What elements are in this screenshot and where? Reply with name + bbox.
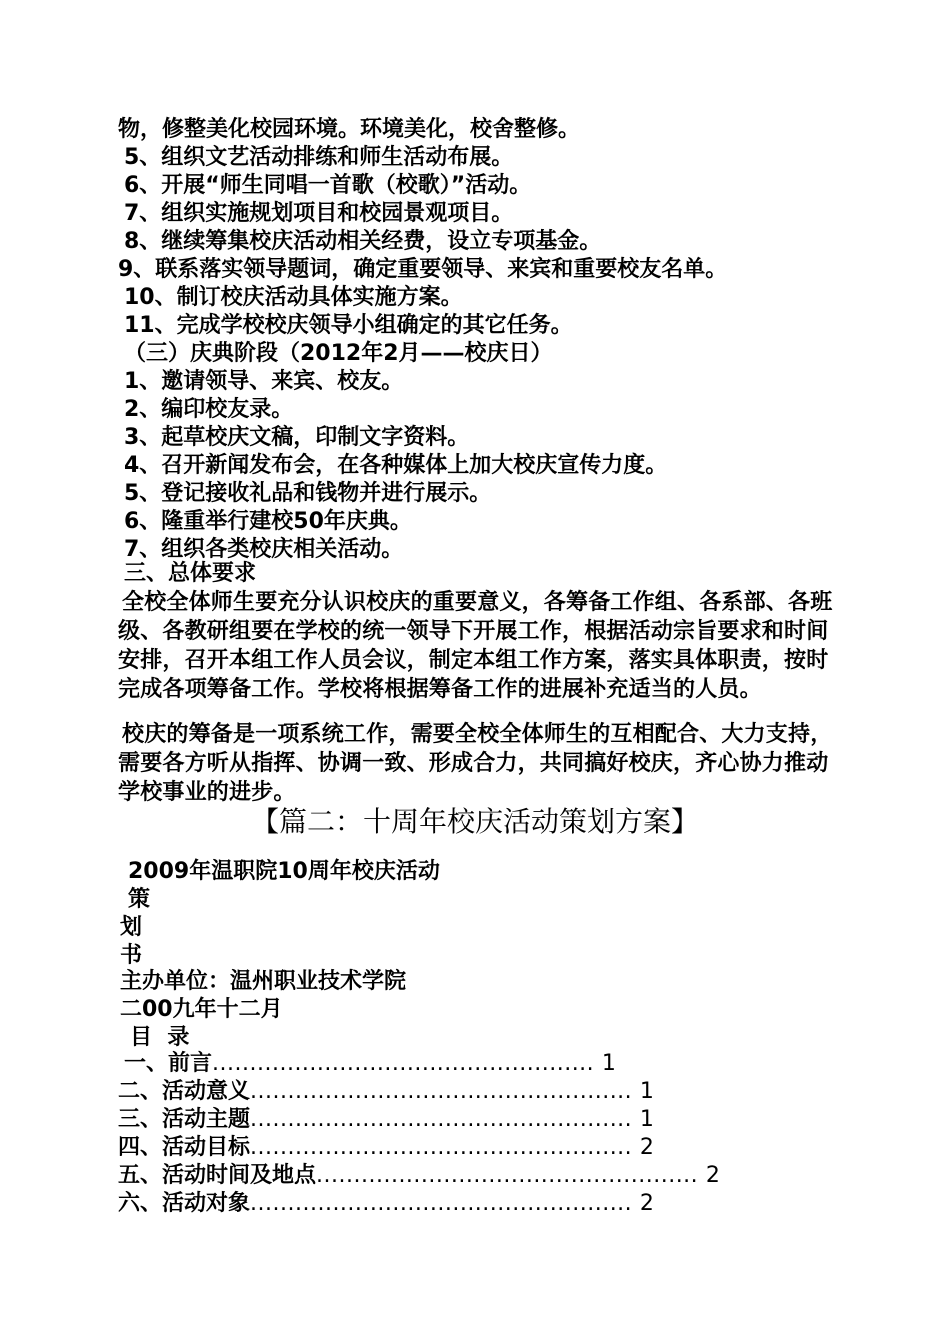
section-heading: 三、总体要求 bbox=[124, 561, 257, 586]
toc-entry bbox=[118, 1106, 654, 1134]
list-item: 1、邀请领导、来宾、校友。 bbox=[124, 369, 404, 394]
toc-entry bbox=[118, 1162, 720, 1190]
cover-char: 策 bbox=[128, 887, 151, 912]
cover-char: 划 bbox=[120, 915, 143, 940]
toc-label: 二、活动意义 bbox=[118, 1079, 251, 1104]
toc-title: 目 录 bbox=[130, 1025, 190, 1050]
toc-leader: ................................................... bbox=[316, 1163, 699, 1188]
toc-entry bbox=[118, 1134, 654, 1162]
paragraph: 校庆的筹备是一项系统工作，需要全校全体师生的互相配合、大力支持，需要各方听从指挥、协调一致、形成合力，共同搞好校庆，齐心协力推动学校事业的进步。 bbox=[118, 722, 833, 805]
list-item: 8、继续筹集校庆活动相关经费，设立专项基金。 bbox=[124, 229, 602, 254]
toc-page: 1 bbox=[601, 1051, 616, 1076]
section-subheading: （三）庆典阶段（2012年2月——校庆日） bbox=[124, 341, 553, 366]
list-item: 7、组织实施规划项目和校园景观项目。 bbox=[124, 201, 514, 226]
toc-label: 四、活动目标 bbox=[118, 1135, 251, 1160]
list-item: 3、起草校庆文稿，印制文字资料。 bbox=[124, 425, 470, 450]
text-line: 物，修整美化校园环境。环境美化，校舍整修。 bbox=[118, 117, 581, 142]
toc-page: 2 bbox=[639, 1191, 654, 1216]
list-item: 6、开展“师生同唱一首歌（校歌）”活动。 bbox=[124, 173, 532, 198]
toc-label: 三、活动主题 bbox=[118, 1107, 251, 1132]
toc-leader: ................................................... bbox=[250, 1107, 633, 1132]
toc-page: 1 bbox=[639, 1107, 654, 1132]
toc-leader: ................................................... bbox=[250, 1135, 633, 1160]
toc-label: 五、活动时间及地点 bbox=[118, 1163, 317, 1188]
toc-label: 六、活动对象 bbox=[118, 1191, 251, 1216]
list-item: 5、登记接收礼品和钱物并进行展示。 bbox=[124, 481, 492, 506]
toc-leader: ................................................... bbox=[250, 1079, 633, 1104]
list-item: 11、完成学校校庆领导小组确定的其它任务。 bbox=[124, 313, 573, 338]
cover-title: 2009年温职院10周年校庆活动 bbox=[128, 859, 440, 884]
toc-leader: ................................................... bbox=[250, 1191, 633, 1216]
part-heading: 【篇二：十周年校庆活动策划方案】 bbox=[250, 805, 699, 838]
list-item: 10、制订校庆活动具体实施方案。 bbox=[124, 285, 463, 310]
list-item: 6、隆重举行建校50年庆典。 bbox=[124, 509, 412, 534]
list-item: 7、组织各类校庆相关活动。 bbox=[124, 537, 404, 562]
list-item: 9、联系落实领导题词，确定重要领导、来宾和重要校友名单。 bbox=[118, 257, 728, 282]
toc-page: 2 bbox=[705, 1163, 720, 1188]
cover-char: 书 bbox=[120, 943, 143, 968]
toc-label: 一、前言 bbox=[124, 1051, 213, 1076]
toc-entry bbox=[124, 1050, 616, 1078]
toc-page: 2 bbox=[639, 1135, 654, 1160]
toc-entry bbox=[118, 1078, 654, 1106]
toc-leader: ................................................... bbox=[212, 1051, 595, 1076]
date: 二00九年十二月 bbox=[120, 997, 283, 1022]
paragraph: 全校全体师生要充分认识校庆的重要意义，各筹备工作组、各系部、各班级、各教研组要在学校的统一领导下开展工作，根据活动宗旨要求和时间安排，召开本组工作人员会议，制定本组工作方案，落实具体职责，按时完成各项筹备工作。学校将根据筹备工作的进展补充适当的人员。 bbox=[118, 590, 833, 702]
list-item: 4、召开新闻发布会，在各种媒体上加大校庆宣传力度。 bbox=[124, 453, 668, 478]
organizer: 主办单位：温州职业技术学院 bbox=[120, 969, 407, 994]
toc-page: 1 bbox=[639, 1079, 654, 1104]
list-item: 2、编印校友录。 bbox=[124, 397, 294, 422]
toc-entry bbox=[118, 1190, 654, 1218]
list-item: 5、组织文艺活动排练和师生活动布展。 bbox=[124, 145, 514, 170]
